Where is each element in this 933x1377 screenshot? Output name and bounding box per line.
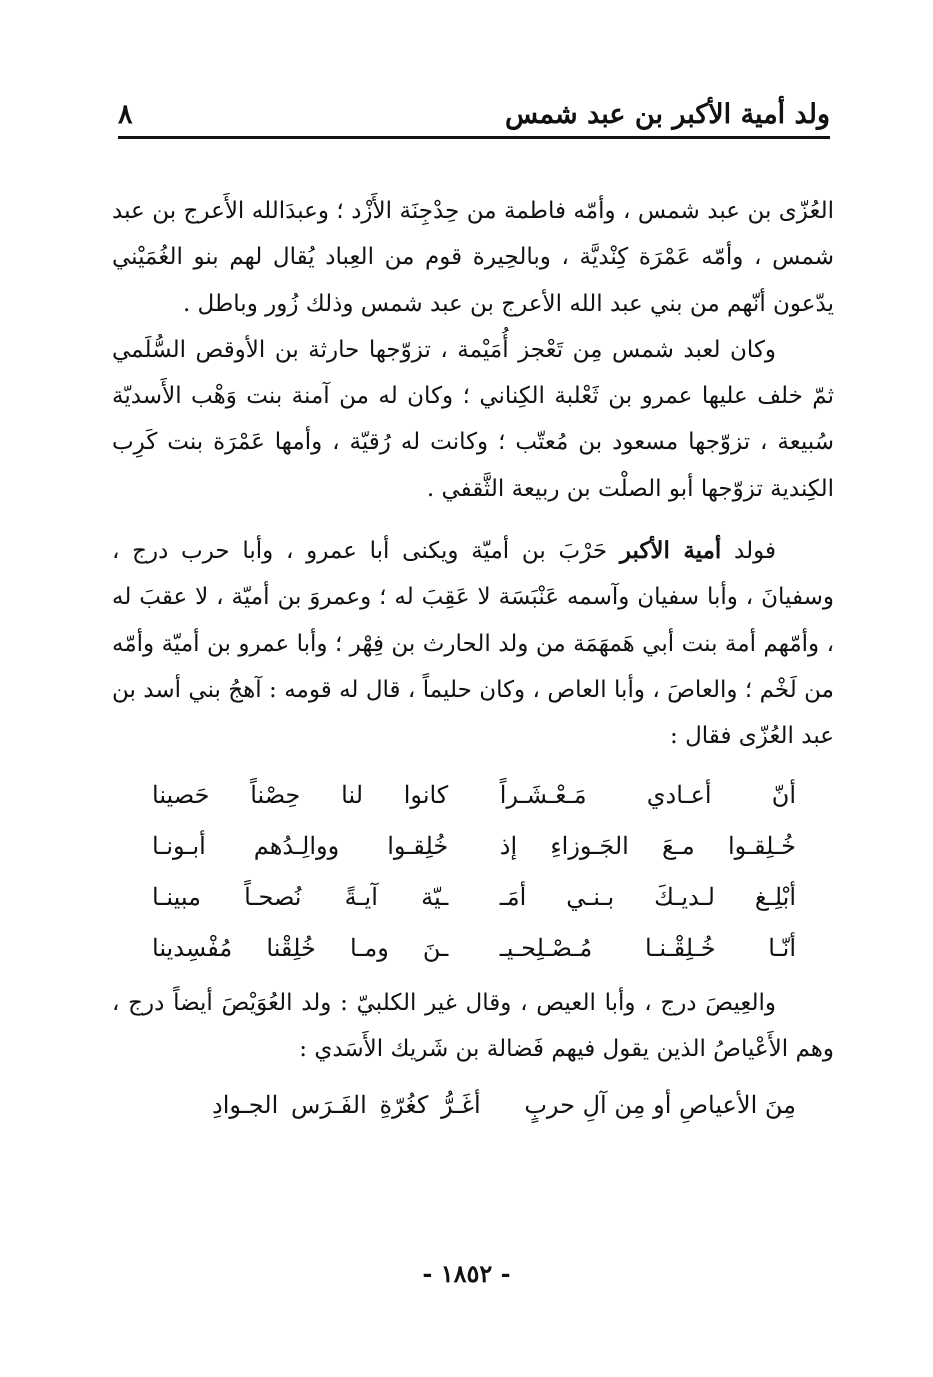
- paragraph-3-bold-name: أمية الأكبر: [619, 537, 722, 565]
- footer-page-number: - ١٨٥٢ -: [422, 1259, 511, 1288]
- verse-second-hemistich: ـنَ ومـا خُلِقْنا مُفْسِدينا: [152, 933, 449, 962]
- poem-verse: [152, 821, 796, 872]
- running-head: ولد أمية الأكبر بن عبد شمس: [505, 99, 830, 130]
- verse-first-hemistich: مِنَ الأعياصِ أو مِن آلِ حربٍ: [524, 1091, 796, 1120]
- verse-first-hemistich: أبْلِـغ لـديـكَ بـنـي أمَـ: [499, 882, 796, 911]
- paragraph-3: [112, 528, 834, 759]
- verse-second-hemistich: كانوا لنا حِصْناً حَصينا: [152, 780, 449, 809]
- paragraph-4: والعِيصَ درج ، وأبا العيص ، وقال غير الكلبيّ : ولد العُوَيْصَ أيضاً درج ، وهم الأَعْياصُ الذين يقول فيهم فَضالة بن شَريك الأَسَدي :: [112, 989, 834, 1062]
- poem-verse: [212, 1080, 796, 1131]
- poem: [112, 770, 834, 974]
- paragraph-1: العُزّى بن عبد شمس ، وأمّه فاطمة من حِدْجِنَة الأَزْد ؛ وعبدَالله الأَعرج بن عبد شمس ، وأمّه عَمْرَة كِنْديَّة ، وبالحِيرة قوم من العِباد يُقال لهم بنو الغُمَيْني يدّعون أنّهم من بني عبد الله الأعرج بن عبد شمس وذلك زُور وباطل .: [112, 198, 834, 317]
- page-body: [112, 188, 834, 1131]
- verse-second-hemistich: أغَـرُّ كغُرّةِ الفَـرَس الجـوادِ: [212, 1091, 481, 1120]
- page-header: [118, 92, 830, 139]
- verse-second-hemistich: خُلِقـوا ووالِـدُهم أبـونـا: [152, 831, 449, 860]
- poem-verse: [152, 872, 796, 923]
- paragraph-2: وكان لعبد شمس مِن تَعْجز أُمَيْمة ، تزوّجها حارثة بن الأوقص السُّلَمي ثمّ خلف عليها عمرو بن ثَعْلبة الكِناني ؛ وكان له من آمنة بنت وَهْب الأَسديّة سُبيعة ، تزوّجها مسعود بن مُعتّب ؛ وكانت له رُقيّة ، وأمها عَمْرَة بنت كَرِب الكِندية تزوّجها أبو الصلْت بن ربيعة الثَّقفي .: [112, 336, 834, 502]
- verse-second-hemistich: ـيّة آيـةً نُصحـاً مبينـا: [152, 882, 449, 911]
- poem-verse: [152, 770, 796, 821]
- header-page-number: ٨: [118, 99, 133, 130]
- paragraph-3-text: حَرْبَ بن أميّة ويكنى أبا عمرو ، وأبا حرب درج ، وسفيانَ ، وأبا سفيان وآسمه عَنْبَسَة لا عَقِبَ له ؛ وعمروَ بن أميّة ، لا عقبَ له ، وأمّهم أمة بنت أبي هَمهَمَة من ولد الحارث بن فِهْر ؛ وأبا عمرو بن أميّة وأمّه من لَخْم ؛ والعاصَ ، وأبا العاص ، وكان حليماً ، قال له قومه : آهجُ بني أسد بن عبد العُزّى فقال :: [112, 538, 834, 750]
- verse-first-hemistich: خُـلِقـوا مـعَ الجَـوزاءِ إذ: [499, 831, 796, 860]
- verse-first-hemistich: أنّ أعـادي مَـعْـشَـراً: [499, 780, 796, 809]
- paragraph-3-prefix: فولد: [721, 538, 777, 565]
- verse-first-hemistich: أنّـا خُـلِقْـنـا مُـصْـلِحـيـ: [499, 933, 796, 962]
- final-verse: [112, 1080, 834, 1131]
- poem-verse: [152, 923, 796, 974]
